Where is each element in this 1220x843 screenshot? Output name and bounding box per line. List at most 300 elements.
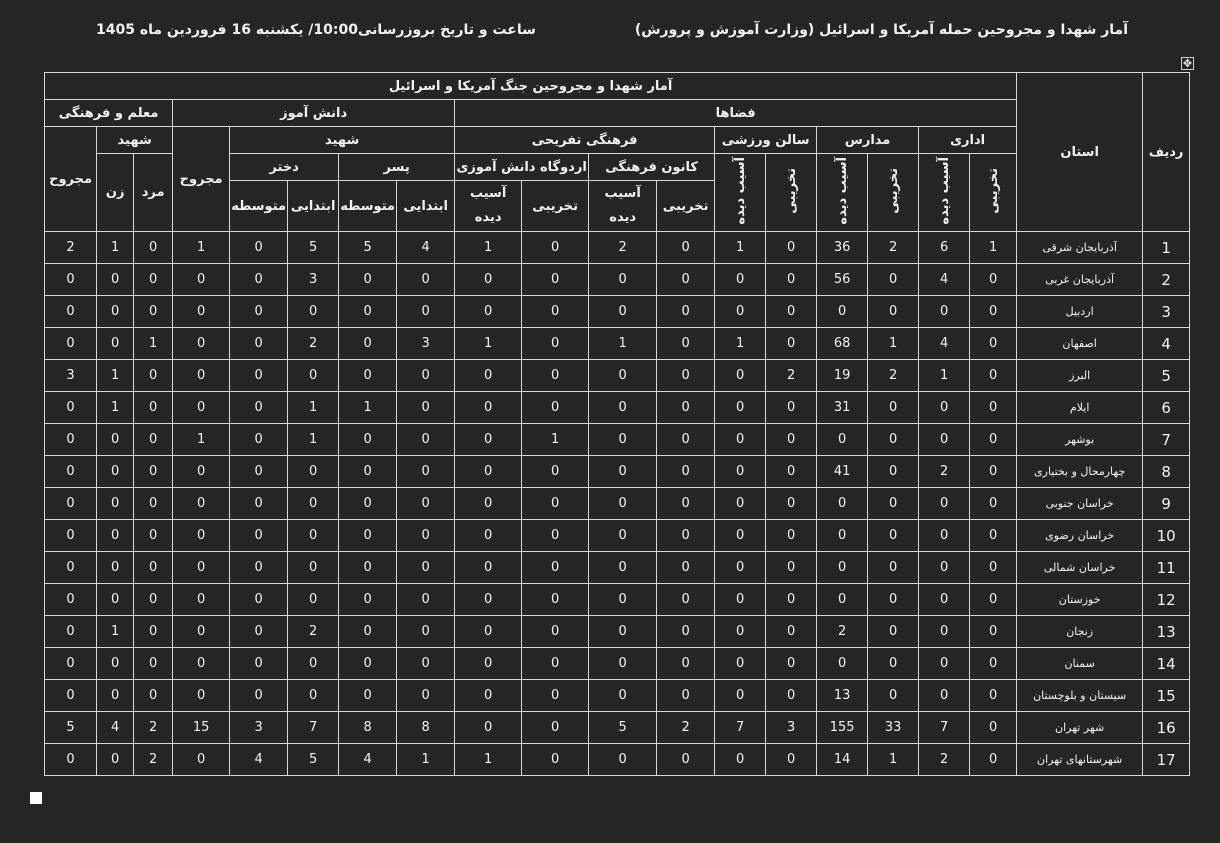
- value-cell[interactable]: 0: [455, 360, 522, 392]
- value-cell[interactable]: 0: [919, 552, 970, 584]
- value-cell[interactable]: 0: [230, 520, 288, 552]
- value-cell[interactable]: 0: [970, 360, 1017, 392]
- value-cell[interactable]: 0: [919, 680, 970, 712]
- value-cell[interactable]: 0: [715, 744, 766, 776]
- value-cell[interactable]: 0: [715, 520, 766, 552]
- value-cell[interactable]: 1: [97, 232, 134, 264]
- value-cell[interactable]: 0: [173, 456, 230, 488]
- value-cell[interactable]: 1: [919, 360, 970, 392]
- value-cell[interactable]: 0: [868, 424, 919, 456]
- province-cell[interactable]: اردبیل: [1017, 296, 1143, 328]
- value-cell[interactable]: 0: [970, 552, 1017, 584]
- value-cell[interactable]: 0: [230, 680, 288, 712]
- value-cell[interactable]: 0: [868, 392, 919, 424]
- value-cell[interactable]: 0: [339, 520, 397, 552]
- value-cell[interactable]: 0: [970, 456, 1017, 488]
- province-cell[interactable]: شهرستانهای تهران: [1017, 744, 1143, 776]
- row-number-cell[interactable]: 5: [1143, 360, 1190, 392]
- value-cell[interactable]: 0: [970, 680, 1017, 712]
- table-move-handle-icon[interactable]: ✥: [1182, 57, 1193, 70]
- value-cell[interactable]: 0: [97, 584, 134, 616]
- value-cell[interactable]: 0: [45, 424, 97, 456]
- row-number-cell[interactable]: 8: [1143, 456, 1190, 488]
- value-cell[interactable]: 2: [919, 456, 970, 488]
- value-cell[interactable]: 56: [817, 264, 868, 296]
- value-cell[interactable]: 0: [288, 360, 339, 392]
- value-cell[interactable]: 2: [589, 232, 657, 264]
- value-cell[interactable]: 0: [173, 648, 230, 680]
- value-cell[interactable]: 0: [657, 616, 715, 648]
- value-cell[interactable]: 0: [134, 584, 173, 616]
- value-cell[interactable]: 0: [230, 392, 288, 424]
- value-cell[interactable]: 3: [397, 328, 455, 360]
- value-cell[interactable]: 0: [970, 328, 1017, 360]
- value-cell[interactable]: 0: [970, 424, 1017, 456]
- value-cell[interactable]: 0: [715, 392, 766, 424]
- value-cell[interactable]: 5: [45, 712, 97, 744]
- province-cell[interactable]: آذربایجان غربی: [1017, 264, 1143, 296]
- value-cell[interactable]: 0: [134, 520, 173, 552]
- value-cell[interactable]: 0: [715, 648, 766, 680]
- value-cell[interactable]: 0: [970, 616, 1017, 648]
- value-cell[interactable]: 0: [715, 360, 766, 392]
- value-cell[interactable]: 0: [766, 232, 817, 264]
- value-cell[interactable]: 0: [766, 424, 817, 456]
- value-cell[interactable]: 4: [919, 328, 970, 360]
- value-cell[interactable]: 0: [522, 744, 589, 776]
- value-cell[interactable]: 4: [397, 232, 455, 264]
- value-cell[interactable]: 0: [589, 648, 657, 680]
- value-cell[interactable]: 2: [766, 360, 817, 392]
- value-cell[interactable]: 0: [817, 520, 868, 552]
- value-cell[interactable]: 0: [522, 712, 589, 744]
- value-cell[interactable]: 0: [455, 712, 522, 744]
- value-cell[interactable]: 0: [522, 328, 589, 360]
- value-cell[interactable]: 0: [657, 296, 715, 328]
- value-cell[interactable]: 0: [173, 296, 230, 328]
- value-cell[interactable]: 0: [817, 424, 868, 456]
- value-cell[interactable]: 0: [522, 456, 589, 488]
- value-cell[interactable]: 0: [134, 552, 173, 584]
- province-cell[interactable]: آذربایجان شرقی: [1017, 232, 1143, 264]
- value-cell[interactable]: 0: [766, 392, 817, 424]
- value-cell[interactable]: 0: [45, 328, 97, 360]
- value-cell[interactable]: 0: [339, 488, 397, 520]
- value-cell[interactable]: 0: [230, 360, 288, 392]
- value-cell[interactable]: 5: [589, 712, 657, 744]
- value-cell[interactable]: 0: [589, 264, 657, 296]
- value-cell[interactable]: 2: [868, 232, 919, 264]
- value-cell[interactable]: 0: [657, 392, 715, 424]
- value-cell[interactable]: 0: [657, 648, 715, 680]
- value-cell[interactable]: 0: [522, 296, 589, 328]
- value-cell[interactable]: 2: [134, 712, 173, 744]
- value-cell[interactable]: 0: [45, 552, 97, 584]
- value-cell[interactable]: 0: [455, 584, 522, 616]
- value-cell[interactable]: 0: [589, 552, 657, 584]
- value-cell[interactable]: 0: [522, 584, 589, 616]
- value-cell[interactable]: 2: [868, 360, 919, 392]
- value-cell[interactable]: 0: [134, 648, 173, 680]
- value-cell[interactable]: 0: [455, 552, 522, 584]
- value-cell[interactable]: 0: [45, 264, 97, 296]
- value-cell[interactable]: 0: [230, 456, 288, 488]
- value-cell[interactable]: 2: [657, 712, 715, 744]
- value-cell[interactable]: 0: [868, 488, 919, 520]
- value-cell[interactable]: 0: [522, 360, 589, 392]
- value-cell[interactable]: 0: [522, 616, 589, 648]
- value-cell[interactable]: 0: [288, 488, 339, 520]
- value-cell[interactable]: 0: [97, 552, 134, 584]
- value-cell[interactable]: 0: [715, 680, 766, 712]
- value-cell[interactable]: 0: [970, 296, 1017, 328]
- value-cell[interactable]: 0: [455, 424, 522, 456]
- value-cell[interactable]: 0: [657, 552, 715, 584]
- value-cell[interactable]: 0: [455, 520, 522, 552]
- value-cell[interactable]: 0: [455, 296, 522, 328]
- value-cell[interactable]: 0: [288, 552, 339, 584]
- value-cell[interactable]: 0: [173, 552, 230, 584]
- value-cell[interactable]: 155: [817, 712, 868, 744]
- value-cell[interactable]: 7: [288, 712, 339, 744]
- value-cell[interactable]: 3: [766, 712, 817, 744]
- value-cell[interactable]: 0: [868, 616, 919, 648]
- value-cell[interactable]: 36: [817, 232, 868, 264]
- value-cell[interactable]: 0: [970, 648, 1017, 680]
- value-cell[interactable]: 0: [45, 488, 97, 520]
- row-number-cell[interactable]: 6: [1143, 392, 1190, 424]
- row-number-cell[interactable]: 11: [1143, 552, 1190, 584]
- value-cell[interactable]: 5: [288, 232, 339, 264]
- value-cell[interactable]: 0: [766, 648, 817, 680]
- value-cell[interactable]: 0: [230, 264, 288, 296]
- value-cell[interactable]: 0: [339, 360, 397, 392]
- value-cell[interactable]: 0: [868, 584, 919, 616]
- value-cell[interactable]: 0: [919, 488, 970, 520]
- value-cell[interactable]: 0: [230, 296, 288, 328]
- value-cell[interactable]: 3: [230, 712, 288, 744]
- value-cell[interactable]: 0: [657, 328, 715, 360]
- value-cell[interactable]: 68: [817, 328, 868, 360]
- value-cell[interactable]: 0: [589, 456, 657, 488]
- value-cell[interactable]: 0: [97, 296, 134, 328]
- value-cell[interactable]: 0: [230, 424, 288, 456]
- value-cell[interactable]: 0: [97, 264, 134, 296]
- value-cell[interactable]: 1: [970, 232, 1017, 264]
- value-cell[interactable]: 0: [288, 456, 339, 488]
- value-cell[interactable]: 0: [230, 648, 288, 680]
- value-cell[interactable]: 0: [817, 552, 868, 584]
- value-cell[interactable]: 0: [230, 328, 288, 360]
- value-cell[interactable]: 19: [817, 360, 868, 392]
- value-cell[interactable]: 0: [455, 648, 522, 680]
- value-cell[interactable]: 0: [173, 360, 230, 392]
- value-cell[interactable]: 0: [97, 648, 134, 680]
- value-cell[interactable]: 0: [455, 680, 522, 712]
- value-cell[interactable]: 1: [868, 744, 919, 776]
- value-cell[interactable]: 0: [766, 456, 817, 488]
- value-cell[interactable]: 0: [397, 360, 455, 392]
- value-cell[interactable]: 0: [97, 488, 134, 520]
- value-cell[interactable]: 8: [339, 712, 397, 744]
- value-cell[interactable]: 0: [173, 584, 230, 616]
- value-cell[interactable]: 0: [766, 744, 817, 776]
- value-cell[interactable]: 0: [657, 488, 715, 520]
- value-cell[interactable]: 0: [766, 584, 817, 616]
- value-cell[interactable]: 0: [134, 456, 173, 488]
- value-cell[interactable]: 0: [522, 648, 589, 680]
- value-cell[interactable]: 0: [766, 680, 817, 712]
- value-cell[interactable]: 0: [230, 616, 288, 648]
- value-cell[interactable]: 0: [657, 360, 715, 392]
- value-cell[interactable]: 14: [817, 744, 868, 776]
- value-cell[interactable]: 0: [134, 360, 173, 392]
- value-cell[interactable]: 0: [339, 648, 397, 680]
- value-cell[interactable]: 0: [715, 488, 766, 520]
- value-cell[interactable]: 2: [134, 744, 173, 776]
- value-cell[interactable]: 0: [397, 584, 455, 616]
- value-cell[interactable]: 0: [868, 264, 919, 296]
- value-cell[interactable]: 0: [970, 264, 1017, 296]
- value-cell[interactable]: 0: [970, 744, 1017, 776]
- value-cell[interactable]: 0: [715, 424, 766, 456]
- value-cell[interactable]: 0: [817, 584, 868, 616]
- value-cell[interactable]: 0: [288, 296, 339, 328]
- province-cell[interactable]: سمنان: [1017, 648, 1143, 680]
- value-cell[interactable]: 0: [970, 712, 1017, 744]
- value-cell[interactable]: 0: [589, 424, 657, 456]
- value-cell[interactable]: 0: [657, 520, 715, 552]
- province-cell[interactable]: البرز: [1017, 360, 1143, 392]
- value-cell[interactable]: 0: [97, 424, 134, 456]
- value-cell[interactable]: 0: [173, 488, 230, 520]
- value-cell[interactable]: 0: [397, 616, 455, 648]
- value-cell[interactable]: 0: [455, 392, 522, 424]
- value-cell[interactable]: 2: [288, 616, 339, 648]
- province-cell[interactable]: سیستان و بلوچستان: [1017, 680, 1143, 712]
- value-cell[interactable]: 0: [970, 584, 1017, 616]
- value-cell[interactable]: 0: [919, 616, 970, 648]
- value-cell[interactable]: 0: [868, 552, 919, 584]
- value-cell[interactable]: 0: [45, 744, 97, 776]
- value-cell[interactable]: 0: [715, 616, 766, 648]
- value-cell[interactable]: 4: [97, 712, 134, 744]
- value-cell[interactable]: 0: [134, 488, 173, 520]
- value-cell[interactable]: 0: [173, 520, 230, 552]
- value-cell[interactable]: 33: [868, 712, 919, 744]
- value-cell[interactable]: 0: [522, 392, 589, 424]
- value-cell[interactable]: 1: [97, 392, 134, 424]
- value-cell[interactable]: 0: [868, 680, 919, 712]
- value-cell[interactable]: 0: [230, 552, 288, 584]
- value-cell[interactable]: 41: [817, 456, 868, 488]
- value-cell[interactable]: 0: [288, 520, 339, 552]
- value-cell[interactable]: 0: [173, 680, 230, 712]
- province-cell[interactable]: خوزستان: [1017, 584, 1143, 616]
- value-cell[interactable]: 0: [339, 328, 397, 360]
- value-cell[interactable]: 0: [339, 616, 397, 648]
- value-cell[interactable]: 1: [397, 744, 455, 776]
- row-number-cell[interactable]: 9: [1143, 488, 1190, 520]
- value-cell[interactable]: 0: [589, 360, 657, 392]
- value-cell[interactable]: 0: [455, 456, 522, 488]
- value-cell[interactable]: 1: [868, 328, 919, 360]
- value-cell[interactable]: 1: [589, 328, 657, 360]
- value-cell[interactable]: 1: [522, 424, 589, 456]
- row-number-cell[interactable]: 16: [1143, 712, 1190, 744]
- value-cell[interactable]: 0: [339, 584, 397, 616]
- row-number-cell[interactable]: 2: [1143, 264, 1190, 296]
- value-cell[interactable]: 0: [919, 296, 970, 328]
- row-number-cell[interactable]: 17: [1143, 744, 1190, 776]
- value-cell[interactable]: 0: [45, 456, 97, 488]
- value-cell[interactable]: 1: [455, 744, 522, 776]
- value-cell[interactable]: 15: [173, 712, 230, 744]
- province-cell[interactable]: بوشهر: [1017, 424, 1143, 456]
- value-cell[interactable]: 0: [766, 488, 817, 520]
- value-cell[interactable]: 31: [817, 392, 868, 424]
- value-cell[interactable]: 0: [397, 296, 455, 328]
- value-cell[interactable]: 0: [657, 744, 715, 776]
- value-cell[interactable]: 0: [134, 264, 173, 296]
- value-cell[interactable]: 0: [339, 552, 397, 584]
- value-cell[interactable]: 0: [397, 424, 455, 456]
- value-cell[interactable]: 0: [766, 552, 817, 584]
- value-cell[interactable]: 0: [397, 552, 455, 584]
- value-cell[interactable]: 0: [134, 392, 173, 424]
- province-cell[interactable]: ایلام: [1017, 392, 1143, 424]
- value-cell[interactable]: 0: [134, 232, 173, 264]
- value-cell[interactable]: 1: [715, 328, 766, 360]
- value-cell[interactable]: 0: [657, 264, 715, 296]
- value-cell[interactable]: 0: [397, 456, 455, 488]
- row-number-cell[interactable]: 14: [1143, 648, 1190, 680]
- value-cell[interactable]: 0: [589, 520, 657, 552]
- value-cell[interactable]: 0: [45, 392, 97, 424]
- province-cell[interactable]: خراسان جنوبی: [1017, 488, 1143, 520]
- value-cell[interactable]: 0: [657, 456, 715, 488]
- value-cell[interactable]: 3: [45, 360, 97, 392]
- value-cell[interactable]: 0: [919, 648, 970, 680]
- value-cell[interactable]: 1: [134, 328, 173, 360]
- value-cell[interactable]: 0: [522, 680, 589, 712]
- value-cell[interactable]: 1: [173, 232, 230, 264]
- value-cell[interactable]: 0: [397, 264, 455, 296]
- value-cell[interactable]: 8: [397, 712, 455, 744]
- value-cell[interactable]: 0: [134, 616, 173, 648]
- province-cell[interactable]: شهر تهران: [1017, 712, 1143, 744]
- value-cell[interactable]: 0: [230, 232, 288, 264]
- value-cell[interactable]: 0: [589, 296, 657, 328]
- value-cell[interactable]: 0: [868, 520, 919, 552]
- value-cell[interactable]: 0: [45, 520, 97, 552]
- value-cell[interactable]: 0: [817, 296, 868, 328]
- province-cell[interactable]: خراسان شمالی: [1017, 552, 1143, 584]
- value-cell[interactable]: 0: [589, 616, 657, 648]
- value-cell[interactable]: 0: [173, 744, 230, 776]
- value-cell[interactable]: 0: [339, 456, 397, 488]
- value-cell[interactable]: 0: [817, 488, 868, 520]
- row-number-cell[interactable]: 12: [1143, 584, 1190, 616]
- value-cell[interactable]: 2: [817, 616, 868, 648]
- value-cell[interactable]: 5: [339, 232, 397, 264]
- row-number-cell[interactable]: 13: [1143, 616, 1190, 648]
- province-cell[interactable]: خراسان رضوی: [1017, 520, 1143, 552]
- row-number-cell[interactable]: 15: [1143, 680, 1190, 712]
- value-cell[interactable]: 0: [397, 680, 455, 712]
- value-cell[interactable]: 4: [919, 264, 970, 296]
- value-cell[interactable]: 0: [455, 264, 522, 296]
- value-cell[interactable]: 0: [919, 584, 970, 616]
- value-cell[interactable]: 0: [97, 680, 134, 712]
- province-cell[interactable]: چهارمحال و بختیاری: [1017, 456, 1143, 488]
- value-cell[interactable]: 0: [766, 520, 817, 552]
- value-cell[interactable]: 0: [657, 424, 715, 456]
- value-cell[interactable]: 0: [657, 680, 715, 712]
- value-cell[interactable]: 0: [97, 520, 134, 552]
- value-cell[interactable]: 7: [919, 712, 970, 744]
- value-cell[interactable]: 0: [868, 456, 919, 488]
- value-cell[interactable]: 0: [339, 264, 397, 296]
- value-cell[interactable]: 0: [230, 488, 288, 520]
- value-cell[interactable]: 1: [173, 424, 230, 456]
- value-cell[interactable]: 0: [455, 488, 522, 520]
- province-cell[interactable]: زنجان: [1017, 616, 1143, 648]
- value-cell[interactable]: 0: [589, 584, 657, 616]
- value-cell[interactable]: 4: [230, 744, 288, 776]
- value-cell[interactable]: 1: [97, 360, 134, 392]
- row-number-cell[interactable]: 4: [1143, 328, 1190, 360]
- value-cell[interactable]: 0: [339, 680, 397, 712]
- value-cell[interactable]: 0: [288, 648, 339, 680]
- value-cell[interactable]: 1: [455, 328, 522, 360]
- value-cell[interactable]: 0: [766, 616, 817, 648]
- value-cell[interactable]: 1: [339, 392, 397, 424]
- value-cell[interactable]: 1: [455, 232, 522, 264]
- value-cell[interactable]: 0: [134, 680, 173, 712]
- value-cell[interactable]: 0: [589, 488, 657, 520]
- value-cell[interactable]: 0: [522, 552, 589, 584]
- value-cell[interactable]: 7: [715, 712, 766, 744]
- value-cell[interactable]: 1: [288, 424, 339, 456]
- value-cell[interactable]: 0: [715, 296, 766, 328]
- value-cell[interactable]: 0: [657, 232, 715, 264]
- value-cell[interactable]: 2: [45, 232, 97, 264]
- value-cell[interactable]: 0: [715, 584, 766, 616]
- value-cell[interactable]: 0: [134, 296, 173, 328]
- value-cell[interactable]: 0: [589, 392, 657, 424]
- value-cell[interactable]: 0: [45, 584, 97, 616]
- row-number-cell[interactable]: 10: [1143, 520, 1190, 552]
- value-cell[interactable]: 0: [230, 584, 288, 616]
- value-cell[interactable]: 4: [339, 744, 397, 776]
- value-cell[interactable]: 1: [97, 616, 134, 648]
- row-number-cell[interactable]: 1: [1143, 232, 1190, 264]
- value-cell[interactable]: 1: [715, 232, 766, 264]
- value-cell[interactable]: 0: [919, 520, 970, 552]
- value-cell[interactable]: 0: [97, 456, 134, 488]
- value-cell[interactable]: 6: [919, 232, 970, 264]
- value-cell[interactable]: 0: [766, 296, 817, 328]
- value-cell[interactable]: 0: [868, 648, 919, 680]
- value-cell[interactable]: 0: [339, 424, 397, 456]
- value-cell[interactable]: 3: [288, 264, 339, 296]
- value-cell[interactable]: 2: [919, 744, 970, 776]
- value-cell[interactable]: 0: [522, 488, 589, 520]
- value-cell[interactable]: 0: [134, 424, 173, 456]
- value-cell[interactable]: 5: [288, 744, 339, 776]
- value-cell[interactable]: 13: [817, 680, 868, 712]
